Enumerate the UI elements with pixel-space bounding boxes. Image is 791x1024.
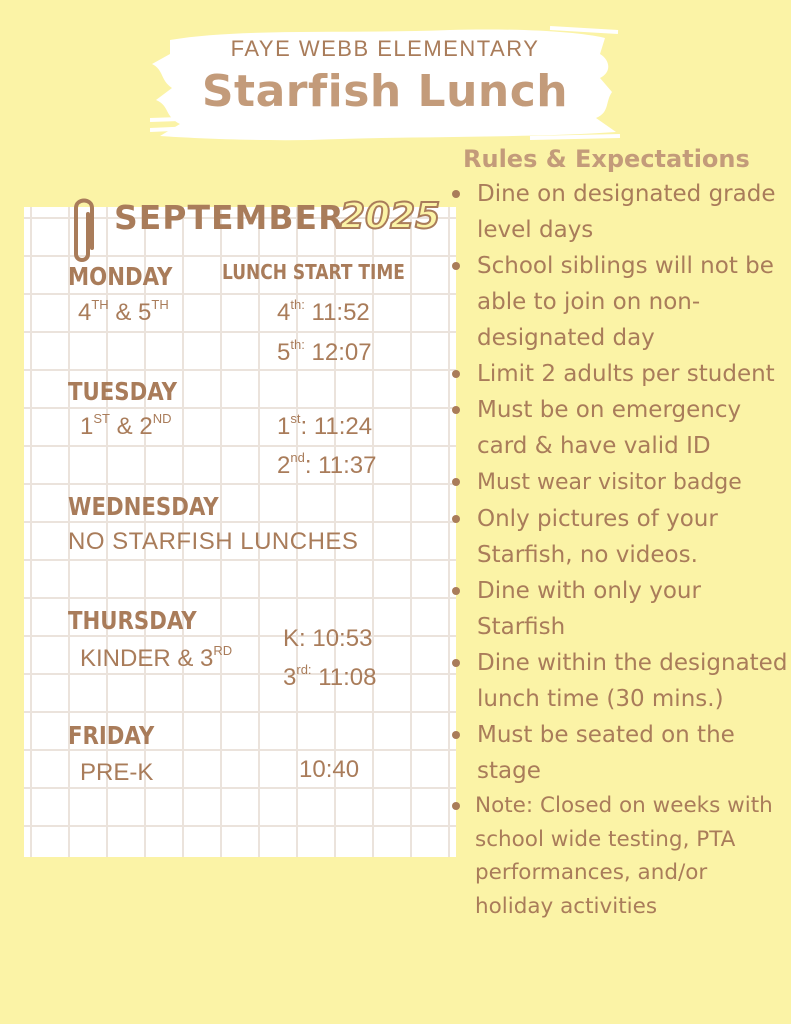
day-friday: FRIDAY — [68, 721, 155, 750]
bullet-icon — [452, 731, 460, 739]
bullet-icon — [452, 262, 460, 270]
list-item: Must be on emergency card & have valid ID — [448, 392, 788, 464]
grades-thursday: KINDER & 3RD — [80, 643, 233, 672]
bullet-icon — [452, 406, 460, 414]
time-monday-1: $4^{th:}$ 11:52 — [277, 297, 370, 326]
list-item: Only pictures of your Starfish, no videos. — [448, 501, 788, 573]
bullet-icon — [452, 370, 460, 378]
rules-heading: Rules & Expectations — [463, 145, 750, 173]
list-item: Limit 2 adults per student — [448, 356, 788, 392]
note-item: Note: Closed on weeks with school wide testing, PTA performances, and/or holiday activities — [448, 789, 788, 923]
time-tuesday-2: 2nd: 11:37 — [277, 450, 377, 479]
no-lunch-note: NO STARFISH LUNCHES — [68, 528, 359, 555]
rules-list — [448, 176, 788, 923]
list-item: Must be seated on the stage — [448, 717, 788, 789]
time-thursday-2: $3^{rd:}$ 11:08 — [283, 662, 377, 691]
list-item: Must wear visitor badge — [448, 464, 788, 501]
bullet-icon — [452, 587, 460, 595]
day-tuesday: TUESDAY — [68, 377, 178, 406]
page-title: Starfish Lunch — [201, 66, 569, 117]
time-friday: 10:40 — [299, 756, 360, 783]
time-thursday-1: K: 10:53 — [283, 625, 373, 652]
paperclip-icon — [62, 192, 106, 266]
time-tuesday-1: 1st: 11:24 — [277, 411, 373, 440]
lunch-start-time-header: LUNCH START TIME — [222, 260, 405, 284]
bullet-icon — [452, 190, 460, 198]
calendar-month: SEPTEMBER — [114, 198, 345, 237]
calendar-year: 2025 — [340, 196, 441, 237]
list-item: Dine with only your Starfish — [448, 573, 788, 645]
grades-tuesday: 1ST & 2ND — [80, 411, 172, 440]
list-item: Dine on designated grade level days — [448, 176, 788, 248]
bullet-icon — [452, 515, 460, 523]
day-monday: MONDAY — [68, 262, 173, 291]
grades-monday: 4TH & 5TH — [78, 297, 169, 326]
bullet-icon — [452, 659, 460, 667]
grades-friday: PRE-K — [80, 759, 154, 786]
time-monday-2: $5^{th:}$ 12:07 — [277, 337, 372, 366]
list-item: School siblings will not be able to join on non-designated day — [448, 248, 788, 356]
day-wednesday: WEDNESDAY — [68, 492, 219, 521]
bullet-icon — [452, 802, 460, 810]
school-name: FAYE WEBB ELEMENTARY — [230, 36, 540, 61]
bullet-icon — [452, 478, 460, 486]
list-item: Dine within the designated lunch time (30 mins.) — [448, 645, 788, 717]
day-thursday: THURSDAY — [68, 606, 197, 635]
